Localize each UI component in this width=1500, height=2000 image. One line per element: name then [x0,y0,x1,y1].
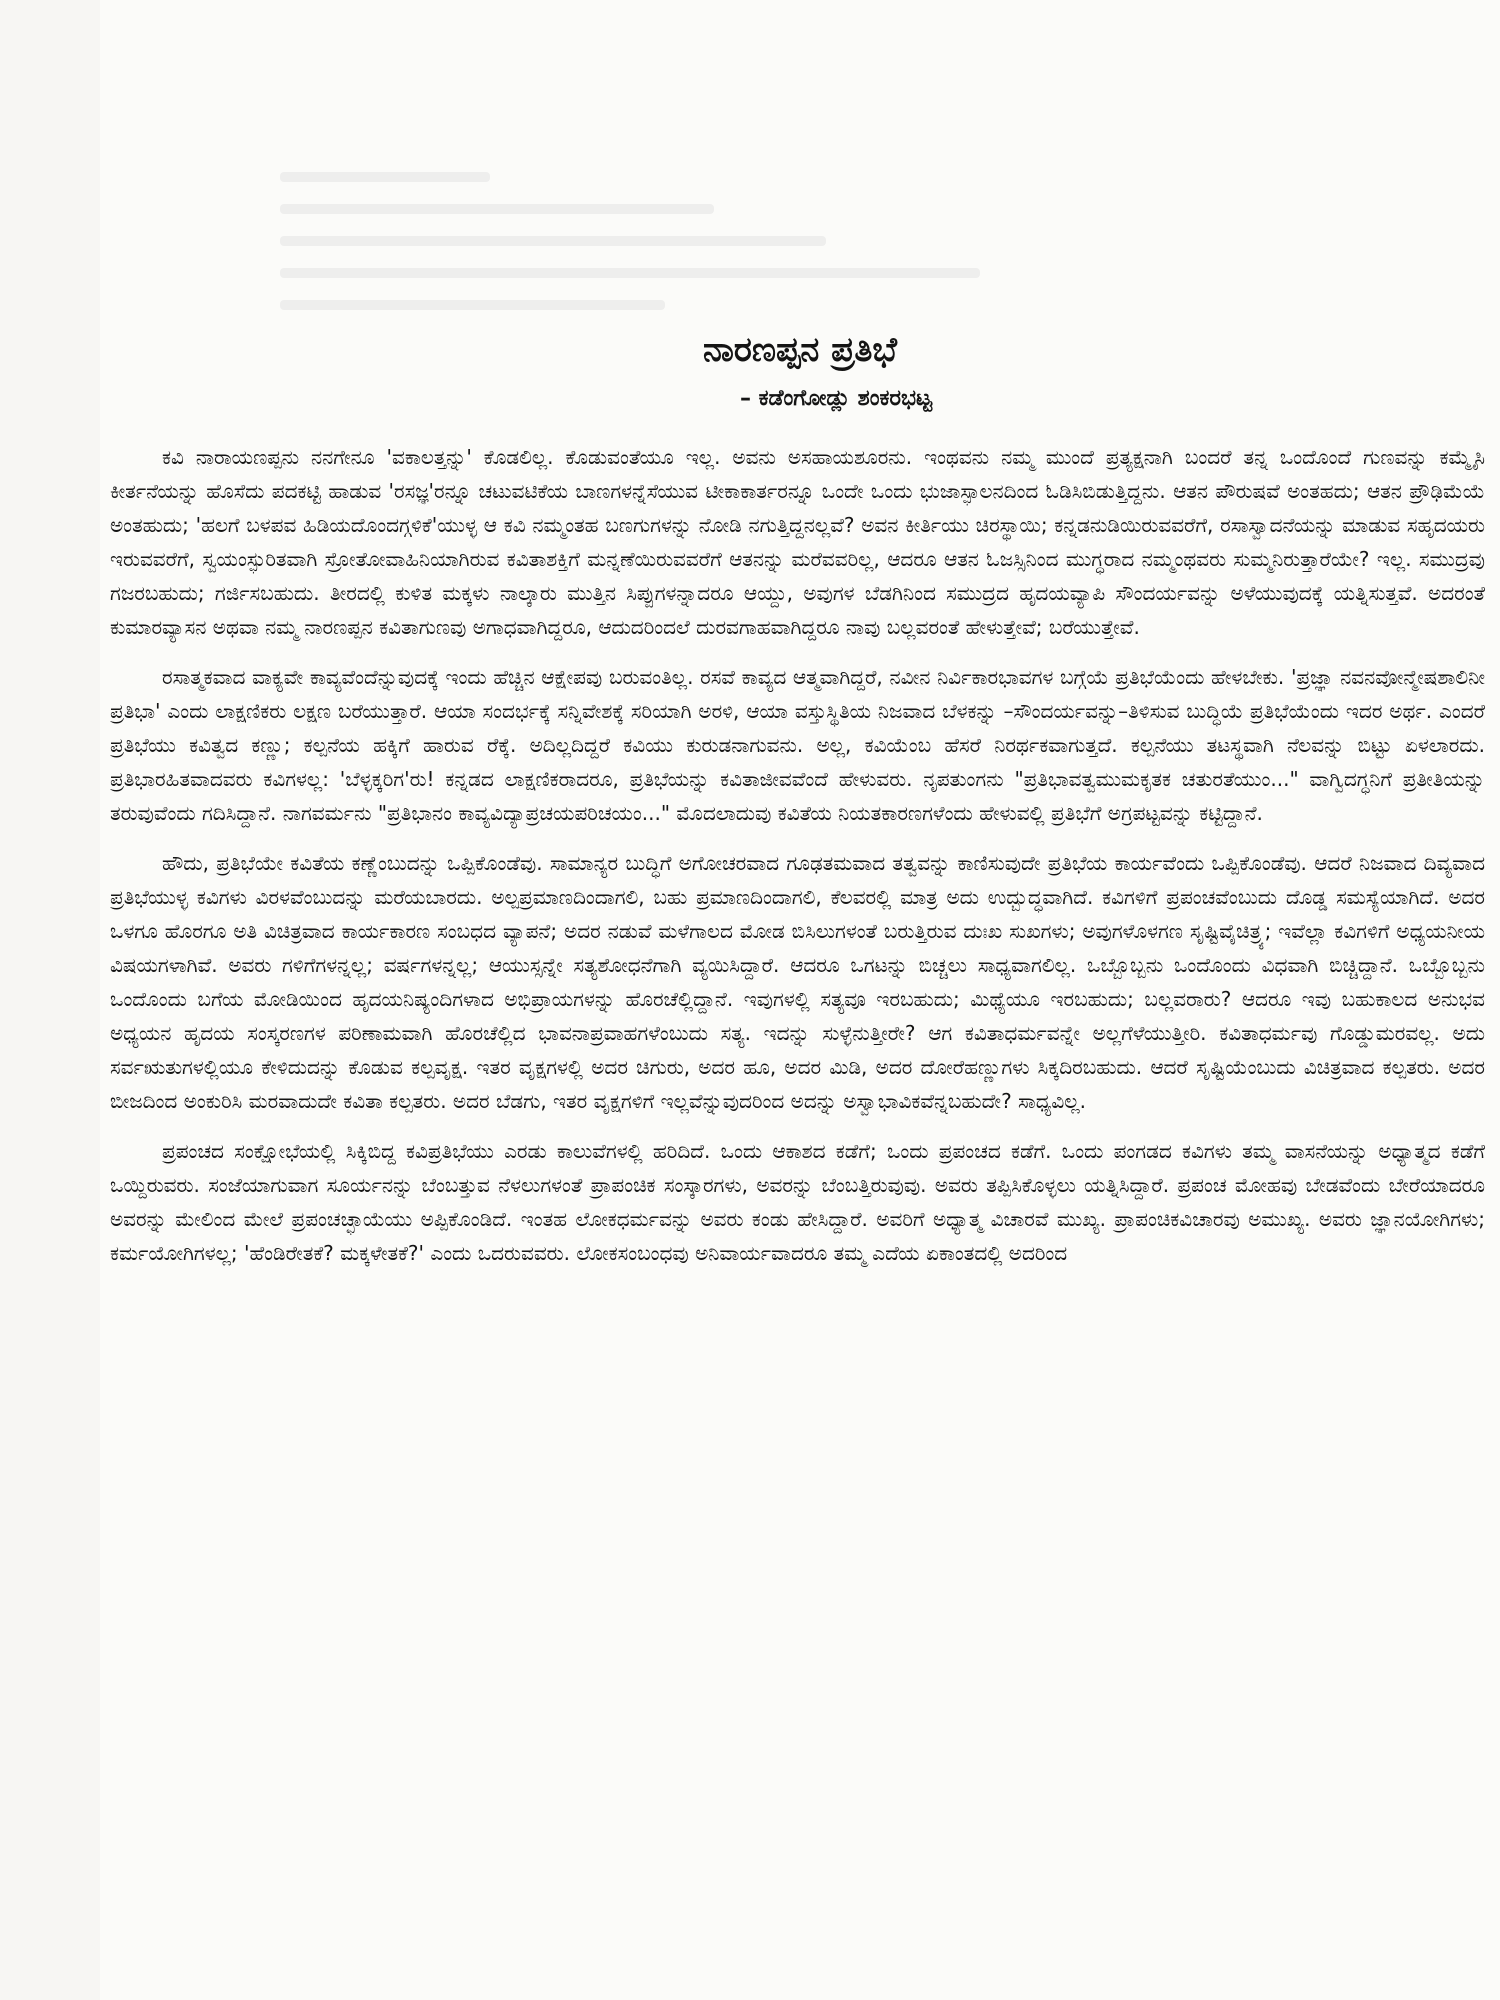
essay-body [110,440,1485,1286]
essay-title: ನಾರಣಪ್ಪನ ಪ್ರತಿಭೆ [702,330,898,370]
paragraph: ಹೌದು, ಪ್ರತಿಭೆಯೇ ಕವಿತೆಯ ಕಣ್ಣೆಂಬುದನ್ನು ಒಪ್ಪಿಕೊಂಡೆವು. ಸಾಮಾನ್ಯರ ಬುದ್ಧಿಗೆ ಅಗೋಚರವಾದ ಗೂಢತಮವಾದ ತತ್ವವನ್ನು ಕಾಣಿಸುವುದೇ ಪ್ರತಿಭೆಯ ಕಾರ್ಯವೆಂದು ಒಪ್ಪಿಕೊಂಡೆವು. ಆದರೆ ನಿಜವಾದ ದಿವ್ಯವಾದ ಪ್ರತಿಭೆಯುಳ್ಳ ಕವಿಗಳು ವಿರಳವೆಂಬುದನ್ನು ಮರೆಯಬಾರದು. ಅಲ್ಪಪ್ರಮಾಣದಿಂದಾಗಲಿ, ಬಹು ಪ್ರಮಾಣದಿಂದಾಗಲಿ, ಕೆಲವರಲ್ಲಿ ಮಾತ್ರ ಅದು ಉದ್ಬುದ್ಧವಾಗಿದೆ. ಕವಿಗಳಿಗೆ ಪ್ರಪಂಚವೆಂಬುದು ದೊಡ್ಡ ಸಮಸ್ಯೆಯಾಗಿದೆ. ಅದರ ಒಳಗೂ ಹೊರಗೂ ಅತಿ ವಿಚಿತ್ರವಾದ ಕಾರ್ಯಕಾರಣ ಸಂಬಧದ ವ್ಯಾಪನೆ; ಅದರ ನಡುವೆ ಮಳೆಗಾಲದ ಮೋಡ ಬಿಸಿಲುಗಳಂತೆ ಬರುತ್ತಿರುವ ದುಃಖ ಸುಖಗಳು; ಅವುಗಳೊಳಗಣ ಸೃಷ್ಟಿವೈಚಿತ್ರ್ಯ; ಇವೆಲ್ಲಾ ಕವಿಗಳಿಗೆ ಅಧ್ಯಯನೀಯ ವಿಷಯಗಳಾಗಿವೆ. ಅವರು ಗಳಿಗೆಗಳನ್ನಲ್ಲ; ವರ್ಷಗಳನ್ನಲ್ಲ; ಆಯುಸ್ಸನ್ನೇ ಸತ್ಯಶೋಧನೆಗಾಗಿ ವ್ಯಯಿಸಿದ್ದಾರೆ. ಆದರೂ ಒಗಟನ್ನು ಬಿಚ್ಚಲು ಸಾಧ್ಯವಾಗಲಿಲ್ಲ. ಒಬ್ಬೊಬ್ಬನು ಒಂದೊಂದು ವಿಧವಾಗಿ ಬಿಚ್ಚಿದ್ದಾನೆ. ಒಬ್ಬೊಬ್ಬನು ಒಂದೊಂದು ಬಗೆಯ ಮೋಡಿಯಿಂದ ಹೃದಯನಿಷ್ಯಂದಿಗಳಾದ ಅಭಿಪ್ರಾಯಗಳನ್ನು ಹೊರಚೆಲ್ಲಿದ್ದಾನೆ. ಇವುಗಳಲ್ಲಿ ಸತ್ಯವೂ ಇರಬಹುದು; ಮಿಥ್ಯೆಯೂ ಇರಬಹುದು; ಬಲ್ಲವರಾರು? ಆದರೂ ಇವು ಬಹುಕಾಲದ ಅನುಭವ ಅಧ್ಯಯನ ಹೃದಯ ಸಂಸ್ಕರಣಗಳ ಪರಿಣಾಮವಾಗಿ ಹೊರಚೆಲ್ಲಿದ ಭಾವನಾಪ್ರವಾಹಗಳೆಂಬುದು ಸತ್ಯ. ಇದನ್ನು ಸುಳ್ಳೆನುತ್ತೀರೇ? ಆಗ ಕವಿತಾಧರ್ಮವನ್ನೇ ಅಲ್ಲಗೆಳೆಯುತ್ತೀರಿ. ಕವಿತಾಧರ್ಮವು ಗೊಡ್ಡುಮರವಲ್ಲ. ಅದು ಸರ್ವಋತುಗಳಲ್ಲಿಯೂ ಕೇಳಿದುದನ್ನು ಕೊಡುವ ಕಲ್ಪವೃಕ್ಷ. ಇತರ ವೃಕ್ಷಗಳಲ್ಲಿ ಅದರ ಚಿಗುರು, ಅದರ ಹೂ, ಅದರ ಮಿಡಿ, ಅದರ ದೋರೆಹಣ್ಣುಗಳು ಸಿಕ್ಕದಿರಬಹುದು. ಆದರೆ ಸೃಷ್ಟಿಯೆಂಬುದು ವಿಚಿತ್ರವಾದ ಕಲ್ಪತರು. ಅದರ ಬೀಜದಿಂದ ಅಂಕುರಿಸಿ ಮರವಾದುದೇ ಕವಿತಾ ಕಲ್ಪತರು. ಅದರ ಬೆಡಗು, ಇತರ ವೃಕ್ಷಗಳಿಗೆ ಇಲ್ಲವೆನ್ನುವುದರಿಂದ ಅದನ್ನು ಅಸ್ವಾಭಾವಿಕವೆನ್ನಬಹುದೇ? ಸಾಧ್ಯವಿಲ್ಲ. [110,851,1485,1113]
bleed-through-text [280,150,980,350]
paragraph: ರಸಾತ್ಮಕವಾದ ವಾಕ್ಯವೇ ಕಾವ್ಯವೆಂದೆನ್ನುವುದಕ್ಕೆ ಇಂದು ಹೆಚ್ಚಿನ ಆಕ್ಷೇಪವು ಬರುವಂತಿಲ್ಲ. ರಸವೆ ಕಾವ್ಯದ ಆತ್ಮವಾಗಿದ್ದರೆ, ನವೀನ ನಿರ್ವಿಕಾರಭಾವಗಳ ಬಗ್ಗೆಯೆ ಪ್ರತಿಭೆಯೆಂದು ಹೇಳಬೇಕು. 'ಪ್ರಜ್ಞಾ ನವನವೋನ್ಮೇಷಶಾಲಿನೀ ಪ್ರತಿಭಾ' ಎಂದು ಲಾಕ್ಷಣಿಕರು ಲಕ್ಷಣ ಬರೆಯುತ್ತಾರೆ. ಆಯಾ ಸಂದರ್ಭಕ್ಕೆ ಸನ್ನಿವೇಶಕ್ಕೆ ಸರಿಯಾಗಿ ಅರಳಿ, ಆಯಾ ವಸ್ತುಸ್ಥಿತಿಯ ನಿಜವಾದ ಬೆಳಕನ್ನು –ಸೌಂದರ್ಯವನ್ನು–ತಿಳಿಸುವ ಬುದ್ಧಿಯೆ ಪ್ರತಿಭೆಯೆಂದು ಇದರ ಅರ್ಥ. ಎಂದರೆ ಪ್ರತಿಭೆಯು ಕವಿತ್ವದ ಕಣ್ಣು; ಕಲ್ಪನೆಯ ಹಕ್ಕಿಗೆ ಹಾರುವ ರೆಕ್ಕೆ. ಅದಿಲ್ಲದಿದ್ದರೆ ಕವಿಯು ಕುರುಡನಾಗುವನು. ಅಲ್ಲ, ಕವಿಯೆಂಬ ಹೆಸರೆ ನಿರರ್ಥಕವಾಗುತ್ತದೆ. ಕಲ್ಪನೆಯು ತಟಸ್ಥವಾಗಿ ನೆಲವನ್ನು ಬಿಟ್ಟು ಏಳಲಾರದು. ಪ್ರತಿಭಾರಹಿತವಾದವರು ಕವಿಗಳಲ್ಲ: 'ಬೆಳ್ಳಕ್ಕರಿಗ'ರು! ಕನ್ನಡದ ಲಾಕ್ಷಣಿಕರಾದರೂ, ಪ್ರತಿಭೆಯನ್ನು ಕವಿತಾಜೀವವೆಂದೆ ಹೇಳುವರು. ನೃಪತುಂಗನು "ಪ್ರತಿಭಾವತ್ವಮುಮಕೃತಕ ಚತುರತೆಯುಂ..." ವಾಗ್ವಿದಗ್ಧನಿಗೆ ಪ್ರತೀತಿಯನ್ನು ತರುವುವೆಂದು ಗದಿಸಿದ್ದಾನೆ. ನಾಗವರ್ಮನು "ಪ್ರತಿಭಾನಂ ಕಾವ್ಯವಿದ್ಯಾಪ್ರಚಯಪರಿಚಯಂ..." ಮೊದಲಾದುವು ಕವಿತೆಯ ನಿಯತಕಾರಣಗಳೆಂದು ಹೇಳುವಲ್ಲಿ ಪ್ರತಿಭೆಗೆ ಅಗ್ರಪಟ್ಟವನ್ನು ಕಟ್ಟಿದ್ದಾನೆ. [110,665,1485,825]
essay-author: – ಕಡೆಂಗೋಡ್ಲು ಶಂಕರಭಟ್ಟ [740,386,932,411]
paragraph: ಪ್ರಪಂಚದ ಸಂಕ್ಷೋಭೆಯಲ್ಲಿ ಸಿಕ್ಕಿಬಿದ್ದ ಕವಿಪ್ರತಿಭೆಯು ಎರಡು ಕಾಲುವೆಗಳಲ್ಲಿ ಹರಿದಿದೆ. ಒಂದು ಆಕಾಶದ ಕಡೆಗೆ; ಒಂದು ಪ್ರಪಂಚದ ಕಡೆಗೆ. ಒಂದು ಪಂಗಡದ ಕವಿಗಳು ತಮ್ಮ ವಾಸನೆಯನ್ನು ಅಧ್ಯಾತ್ಮದ ಕಡೆಗೆ ಒಯ್ದಿರುವರು. ಸಂಜೆಯಾಗುವಾಗ ಸೂರ್ಯನನ್ನು ಬೆಂಬತ್ತುವ ನೆಳಲುಗಳಂತೆ ಪ್ರಾಪಂಚಿಕ ಸಂಸ್ಕಾರಗಳು, ಅವರನ್ನು ಬೆಂಬತ್ತಿರುವುವು. ಅವರು ತಪ್ಪಿಸಿಕೊಳ್ಳಲು ಯತ್ನಿಸಿದ್ದಾರೆ. ಪ್ರಪಂಚ ಮೋಹವು ಬೇಡವೆಂದು ಬೇರೆಯಾದರೂ ಅವರನ್ನು ಮೇಲಿಂದ ಮೇಲೆ ಪ್ರಪಂಚಚ್ಛಾಯೆಯು ಅಪ್ಪಿಕೊಂಡಿದೆ. ಇಂತಹ ಲೋಕಧರ್ಮವನ್ನು ಅವರು ಕಂಡು ಹೇಸಿದ್ದಾರೆ. ಅವರಿಗೆ ಅಧ್ಯಾತ್ಮ ವಿಚಾರವೆ ಮುಖ್ಯ. ಪ್ರಾಪಂಚಿಕವಿಚಾರವು ಅಮುಖ್ಯ. ಅವರು ಜ್ಞಾನಯೋಗಿಗಳು; ಕರ್ಮಯೋಗಿಗಳಲ್ಲ; 'ಹೆಂಡಿರೇತಕೆ? ಮಕ್ಕಳೇತಕೆ?' ಎಂದು ಒದರುವವರು. ಲೋಕಸಂಬಂಧವು ಅನಿವಾರ್ಯವಾದರೂ ತಮ್ಮ ಎದೆಯ ಏಕಾಂತದಲ್ಲಿ ಅದರಿಂದ [110,1139,1486,1265]
paragraph: ಕವಿ ನಾರಾಯಣಪ್ಪನು ನನಗೇನೂ 'ವಕಾಲತ್ತನ್ನು' ಕೊಡಲಿಲ್ಲ. ಕೊಡುವಂತೆಯೂ ಇಲ್ಲ. ಅವನು ಅಸಹಾಯಶೂರನು. ಇಂಥವನು ನಮ್ಮ ಮುಂದೆ ಪ್ರತ್ಯಕ್ಷನಾಗಿ ಬಂದರೆ ತನ್ನ ಒಂದೊಂದೆ ಗುಣವನ್ನು ಕಮ್ಮೈಸಿ ಕೀರ್ತನೆಯನ್ನು ಹೊಸೆದು ಪದಕಟ್ಟಿ ಹಾಡುವ 'ರಸಜ್ಞ'ರನ್ನೂ ಚಟುವಟಿಕೆಯ ಬಾಣಗಳನ್ನೆಸೆಯುವ ಟೀಕಾಕಾರ್ತರನ್ನೂ ಒಂದೇ ಒಂದು ಭುಜಾಸ್ಫಾಲನದಿಂದ ಓಡಿಸಿಬಿಡುತ್ತಿದ್ದನು. ಆತನ ಪೌರುಷವೆ ಅಂತಹದು; ಆತನ ಪ್ರೌಢಿಮೆಯೆ ಅಂತಹುದು; 'ಹಲಗೆ ಬಳಪವ ಹಿಡಿಯದೊಂದಗ್ಗಳಿಕೆ'ಯುಳ್ಳ ಆ ಕವಿ ನಮ್ಮಂತಹ ಬಣಗುಗಳನ್ನು ನೋಡಿ ನಗುತ್ತಿದ್ದನಲ್ಲವೆ? ಅವನ ಕೀರ್ತಿಯು ಚಿರಸ್ಥಾಯಿ; ಕನ್ನಡನುಡಿಯಿರುವವರೆಗೆ, ರಸಾಸ್ವಾದನೆಯನ್ನು ಮಾಡುವ ಸಹೃದಯರು ಇರುವವರೆಗೆ, ಸ್ವಯಂಸ್ಫುರಿತವಾಗಿ ಸ್ರೋತೋವಾಹಿನಿಯಾಗಿರುವ ಕವಿತಾಶಕ್ತಿಗೆ ಮನ್ನಣೆಯಿರುವವರೆಗೆ ಆತನನ್ನು ಮರೆವವರಿಲ್ಲ, ಆದರೂ ಆತನ ಓಜಸ್ಸಿನಿಂದ ಮುಗ್ಧರಾದ ನಮ್ಮಂಥವರು ಸುಮ್ಮನಿರುತ್ತಾರೆಯೇ? ಇಲ್ಲ. ಸಮುದ್ರವು ಗಜರಬಹುದು; ಗರ್ಜಿಸಬಹುದು. ತೀರದಲ್ಲಿ ಕುಳಿತ ಮಕ್ಕಳು ನಾಲ್ಕಾರು ಮುತ್ತಿನ ಸಿಪ್ಪುಗಳನ್ನಾದರೂ ಆಯ್ದು, ಅವುಗಳ ಬೆಡಗಿನಿಂದ ಸಮುದ್ರದ ಹೃದಯವ್ಯಾಪಿ ಸೌಂದರ್ಯವನ್ನು ಅಳೆಯುವುದಕ್ಕೆ ಯತ್ನಿಸುತ್ತವೆ. ಅದರಂತೆ ಕುಮಾರವ್ಯಾಸನ ಅಥವಾ ನಮ್ಮ ನಾರಣಪ್ಪನ ಕವಿತಾಗುಣವು ಅಗಾಧವಾಗಿದ್ದರೂ, ಆದುದರಿಂದಲೆ ದುರವಗಾಹವಾಗಿದ್ದರೂ ನಾವು ಬಲ್ಲವರಂತೆ ಹೇಳುತ್ತೇವೆ; ಬರೆಯುತ್ತೇವೆ. [110,445,1485,639]
document-page [100,0,1500,2000]
